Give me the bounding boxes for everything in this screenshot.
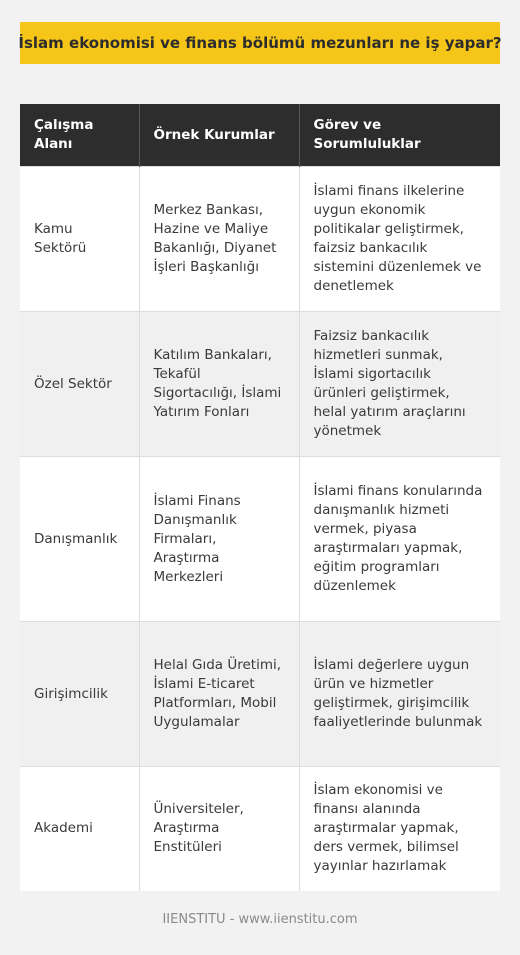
cell-institutions: Katılım Bankaları, Tekafül Sigortacılığı, İslami Yatırım Fonları (139, 312, 299, 457)
cell-institutions: İslami Finans Danışmanlık Firmaları, Araştırma Merkezleri (139, 457, 299, 622)
cell-area: Kamu Sektörü (20, 167, 139, 312)
column-header-duties: Görev ve Sorumluluklar (299, 104, 500, 167)
cell-area: Özel Sektör (20, 312, 139, 457)
cell-institutions: Merkez Bankası, Hazine ve Maliye Bakanlığı, Diyanet İşleri Başkanlığı (139, 167, 299, 312)
cell-area: Girişimcilik (20, 622, 139, 767)
cell-institutions: Helal Gıda Üretimi, İslami E-ticaret Platformları, Mobil Uygulamalar (139, 622, 299, 767)
table-header-row (20, 104, 500, 167)
cell-duties: İslam ekonomisi ve finansı alanında araştırmalar yapmak, ders vermek, bilimsel yayınlar hazırlamak (299, 767, 500, 891)
table-row (20, 622, 500, 767)
title-banner (20, 22, 500, 64)
cell-institutions: Üniversiteler, Araştırma Enstitüleri (139, 767, 299, 891)
cell-duties: İslami finans konularında danışmanlık hizmeti vermek, piyasa araştırmaları yapmak, eğitim programları düzenlemek (299, 457, 500, 622)
cell-area: Akademi (20, 767, 139, 891)
table-row (20, 767, 500, 891)
cell-duties: İslami değerlere uygun ürün ve hizmetler geliştirmek, girişimcilik faaliyetlerinde bulunmak (299, 622, 500, 767)
cell-duties: İslami finans ilkelerine uygun ekonomik politikalar geliştirmek, faizsiz bankacılık sistemini düzenlemek ve denetlemek (299, 167, 500, 312)
cell-duties: Faizsiz bankacılık hizmetleri sunmak, İslami sigortacılık ürünleri geliştirmek, helal yatırım araçlarını yönetmek (299, 312, 500, 457)
career-table (20, 104, 500, 891)
page-title: İslam ekonomisi ve finans bölümü mezunları ne iş yapar? (18, 34, 502, 52)
column-header-area: Çalışma Alanı (20, 104, 139, 167)
column-header-institutions: Örnek Kurumlar (139, 104, 299, 167)
table-row (20, 167, 500, 312)
table-row (20, 457, 500, 622)
footer-credit: IIENSTITU - www.iienstitu.com (162, 912, 358, 927)
cell-area: Danışmanlık (20, 457, 139, 622)
table-row (20, 312, 500, 457)
